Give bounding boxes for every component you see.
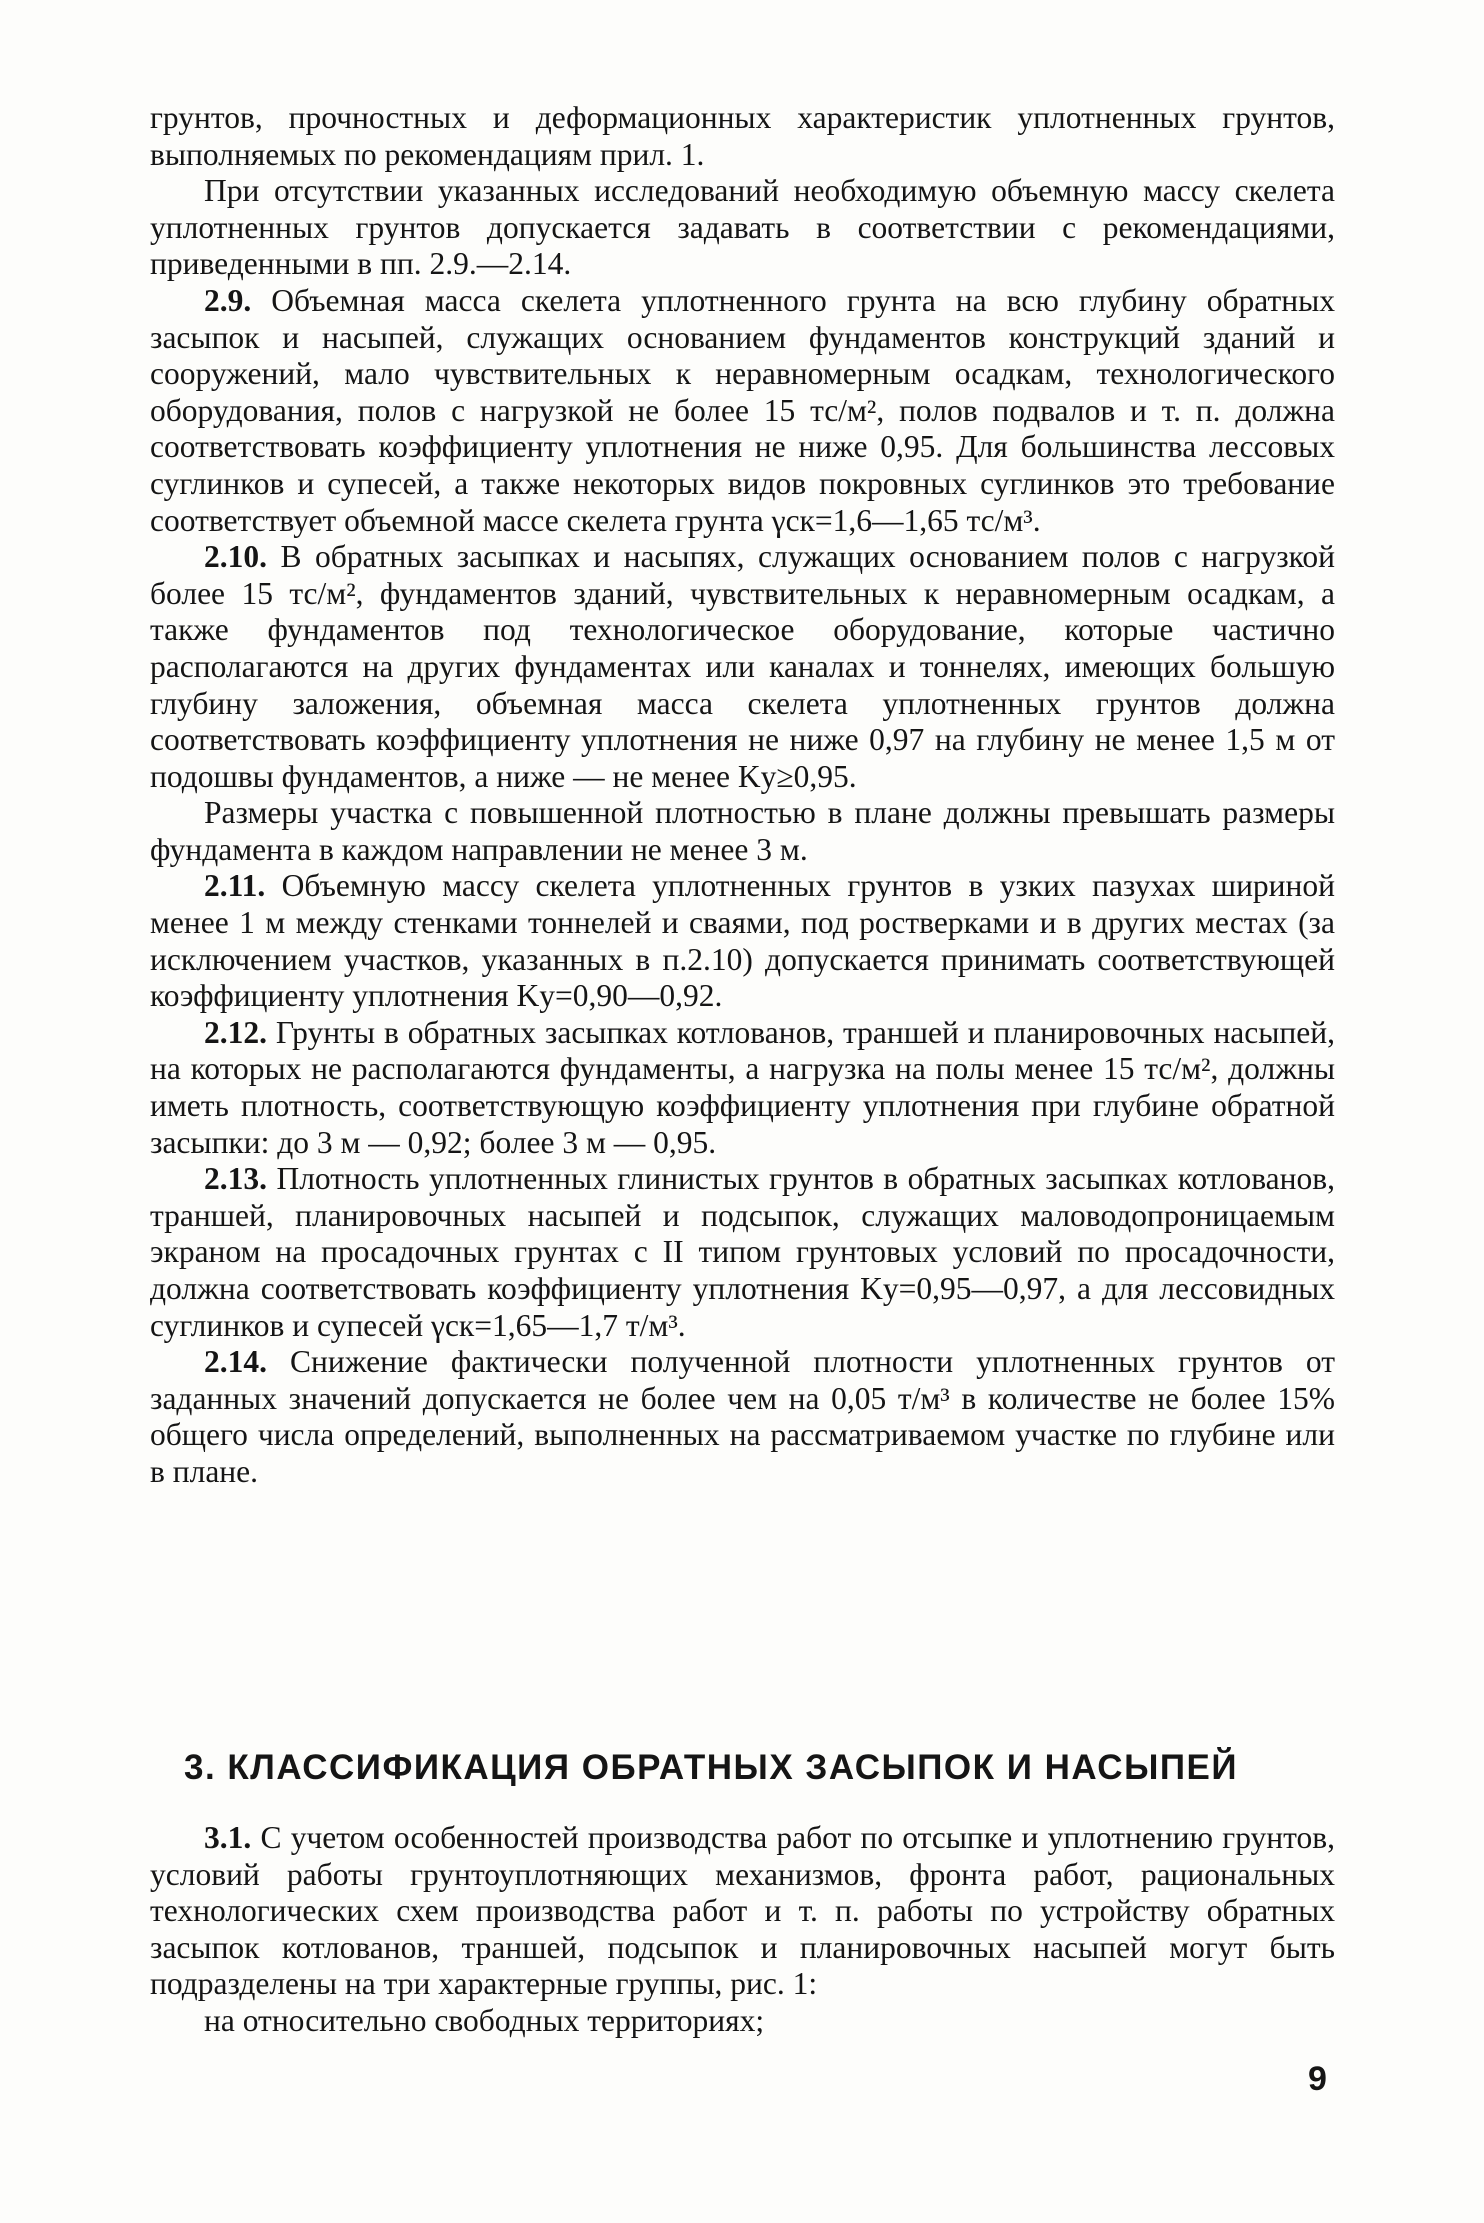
paragraph-text: Плотность уплотненных глинистых грунтов в обратных засыпках котлованов, траншей, планировочных насыпей и подсыпок, служащих маловодопроницаемым экраном на просадочных грунтах с II типом грунтовых условий по просадочности, должна соответствовать коэффициенту уплотнения Kу=0,95—0,97, а для лессовидных суглинков и супесей γск=1,65—1,7 т/м³. bbox=[150, 1161, 1336, 1343]
paragraph-2-14 bbox=[150, 1344, 1335, 1490]
paragraph-2-9 bbox=[150, 283, 1335, 539]
paragraph bbox=[150, 173, 1335, 283]
paragraph-text: грунтов, прочностных и деформационных характеристик уплотненных грунтов, выполняемых по рекомендациям прил. 1. bbox=[150, 100, 1335, 172]
list-item bbox=[150, 2003, 1335, 2040]
paragraph-2-12 bbox=[150, 1015, 1335, 1161]
body-text-upper bbox=[150, 100, 1335, 1491]
paragraph-text: С учетом особенностей производства работ по отсыпке и уплотнению грунтов, условий работы грунтоуплотняющих механизмов, фронта работ, рациональных технологических схем производства работ и т. п. работы по устройству обратных засыпок котлованов, траншей, подсыпок и планировочных насыпей могут быть подразделены на три характерные группы, рис. 1: bbox=[150, 1820, 1336, 2002]
paragraph-2-11 bbox=[150, 868, 1335, 1014]
paragraph-text: Объемная масса скелета уплотненного грунта на всю глубину обратных засыпок и насыпей, служащих основанием фундаментов конструкций зданий и сооружений, мало чувствительных к неравномерным осадкам, технологического оборудования, полов с нагрузкой не более 15 тс/м², полов подвалов и т. п. должна соответствовать коэффициенту уплотнения не ниже 0,95. Для большинства лессовых суглинков и супесей, а также некоторых видов покровных суглинков это требование соответствует объемной массе скелета грунта γск=1,6—1,65 тс/м³. bbox=[150, 282, 1335, 538]
paragraph-number: 2.13. bbox=[204, 1161, 267, 1197]
paragraph-number: 2.9. bbox=[204, 282, 252, 318]
paragraph-number: 2.11. bbox=[204, 868, 266, 904]
paragraph-3-1 bbox=[150, 1820, 1335, 2003]
list-item-text: на относительно свободных территориях; bbox=[204, 2002, 765, 2038]
paragraph bbox=[150, 795, 1335, 868]
paragraph-2-13 bbox=[150, 1161, 1335, 1344]
section-heading: 3. КЛАССИФИКАЦИЯ ОБРАТНЫХ ЗАСЫПОК И НАСЫПЕЙ bbox=[184, 1748, 1238, 1787]
paragraph-text: При отсутствии указанных исследований необходимую объемную массу скелета уплотненных грунтов допускается задавать в соответствии с рекомендациями, приведенными в пп. 2.9.—2.14. bbox=[150, 173, 1335, 282]
paragraph-text: В обратных засыпках и насыпях, служащих основанием полов с нагрузкой более 15 тс/м², фундаментов зданий, чувствительных к неравномерным осадкам, а также фундаментов под технологическое оборудование, которые частично располагаются на других фундаментах или каналах и тоннелях, имеющих большую глубину заложения, объемная масса скелета уплотненных грунтов должна соответствовать коэффициенту уплотнения не ниже 0,97 на глубину не менее 1,5 м от подошвы фундаментов, а ниже — не менее Kу≥0,95. bbox=[150, 539, 1335, 794]
paragraph-text: Снижение фактически полученной плотности уплотненных грунтов от заданных значений допускается не более чем на 0,05 т/м³ в количестве не более 15% общего числа определений, выполненных на рассматриваемом участке по глубине или в плане. bbox=[150, 1344, 1336, 1489]
paragraph-number: 2.14. bbox=[204, 1344, 267, 1380]
paragraph-text: Грунты в обратных засыпках котлованов, траншей и планировочных насыпей, на которых не располагаются фундаменты, а нагрузка на полы менее 15 тс/м², должны иметь плотность, соответствующую коэффициенту уплотнения при глубине обратной засыпки: до 3 м — 0,92; более 3 м — 0,95. bbox=[150, 1014, 1335, 1160]
paragraph-number: 2.12. bbox=[204, 1014, 267, 1050]
body-text-lower bbox=[150, 1820, 1335, 2040]
paragraph-number: 2.10. bbox=[204, 539, 267, 575]
paragraph-number: 3.1. bbox=[204, 1820, 252, 1855]
paragraph-continuation bbox=[150, 100, 1335, 173]
paragraph-text: Объемную массу скелета уплотненных грунтов в узких пазухах шириной менее 1 м между стенками тоннелей и сваями, под ростверками и в других местах (за исключением участков, указанных в п.2.10) допускается принимать соответствующей коэффициенту уплотнения Kу=0,90—0,92. bbox=[150, 868, 1335, 1014]
paragraph-2-10 bbox=[150, 539, 1335, 795]
page-number: 9 bbox=[1308, 2060, 1327, 2098]
paragraph-text: Размеры участка с повышенной плотностью в плане должны превышать размеры фундамента в каждом направлении не менее 3 м. bbox=[150, 795, 1335, 867]
